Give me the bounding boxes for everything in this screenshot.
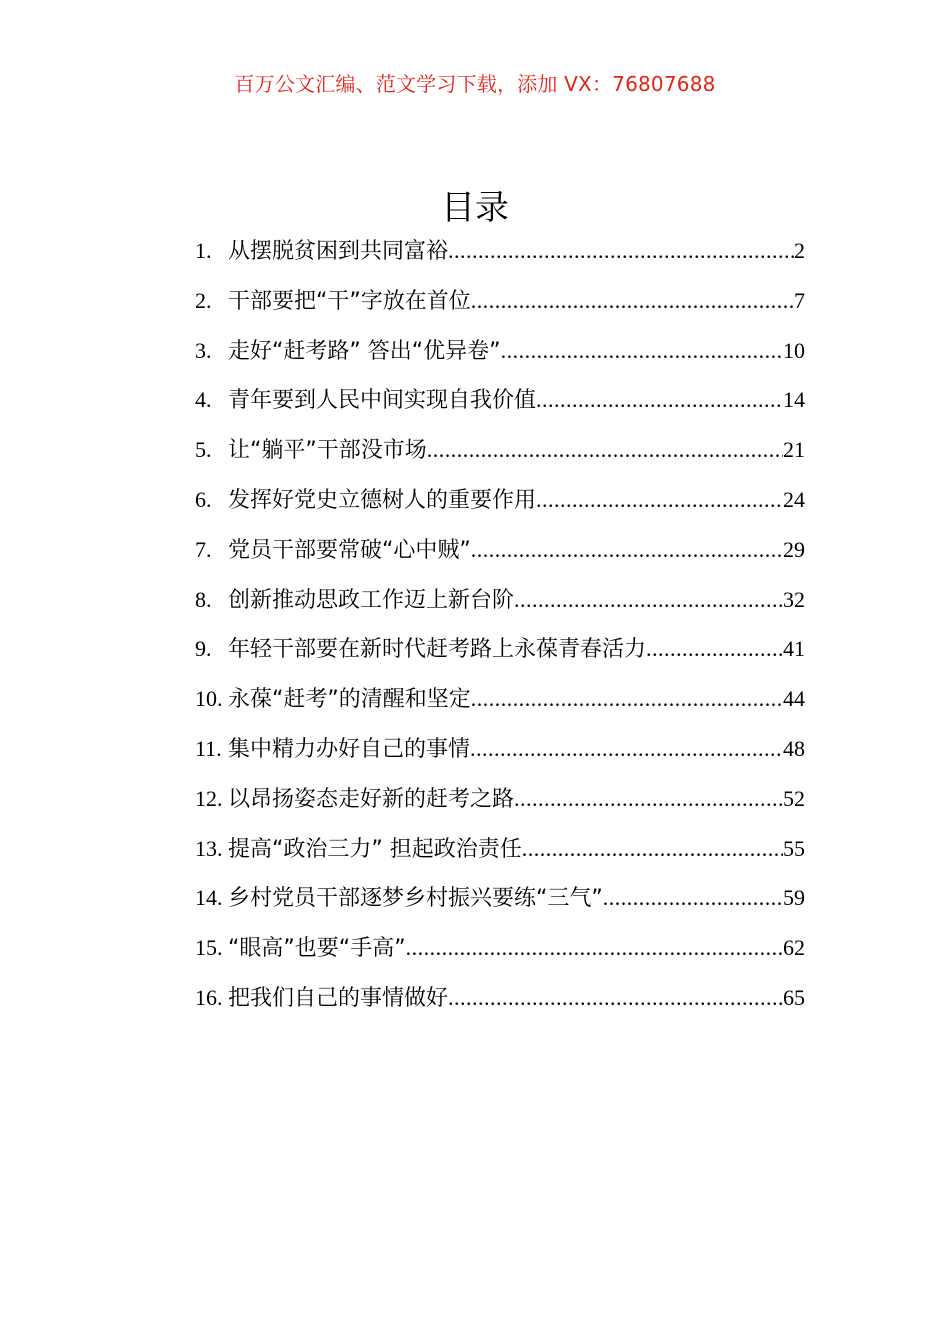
toc-entry-number: 3. (195, 337, 212, 363)
toc-entry[interactable] (195, 981, 805, 1031)
toc-entry-title: 乡村党员干部逐梦乡村振兴要练“三气” (228, 886, 603, 912)
toc-entry-number: 9. (195, 636, 212, 662)
toc-entry-title: “眼高”也要“手高” (228, 936, 406, 962)
toc-entry[interactable] (195, 732, 805, 782)
toc-entry-number: 11. (195, 735, 222, 761)
toc-entry[interactable] (195, 881, 805, 931)
toc-entry-number: 15. (195, 935, 223, 961)
toc-entry-title: 年轻干部要在新时代赶考路上永葆青春活力 (228, 637, 647, 663)
toc-entry-page-number: 59 (783, 885, 805, 911)
toc-entry-page-number: 48 (783, 735, 805, 761)
toc-entry-number: 13. (195, 835, 223, 861)
toc-entry-page-number: 21 (783, 437, 805, 463)
toc-dot-leader (536, 487, 783, 513)
toc-entry-title: 党员干部要常破“心中贼” (228, 537, 471, 563)
toc-entry-number: 1. (195, 238, 212, 263)
toc-entry-page-number: 65 (783, 984, 805, 1010)
toc-entry-title: 走好“赶考路” 答出“优异卷” (228, 338, 501, 364)
toc-dot-leader (427, 437, 783, 463)
toc-dot-leader (536, 387, 783, 413)
toc-dot-leader (514, 786, 783, 812)
toc-entry-title: 让“躺平”干部没市场 (228, 438, 427, 464)
toc-entry[interactable] (195, 931, 805, 981)
toc-dot-leader (471, 288, 794, 314)
toc-entry[interactable] (195, 583, 805, 633)
toc-entry[interactable] (195, 533, 805, 583)
toc-entry-number: 4. (195, 387, 212, 413)
toc-entry-page-number: 7 (794, 287, 805, 313)
toc-entry-number: 6. (195, 486, 212, 512)
toc-dot-leader (522, 836, 783, 862)
toc-dot-leader (448, 985, 783, 1011)
toc-entry-number: 14. (195, 885, 223, 911)
toc-entry-title: 从摆脱贫困到共同富裕 (228, 239, 449, 264)
toc-entry-title: 干部要把“干”字放在首位 (228, 288, 471, 314)
toc-entry-page-number: 41 (783, 636, 805, 662)
toc-entry-page-number: 24 (783, 486, 805, 512)
toc-entry[interactable] (195, 234, 805, 284)
toc-entry-number: 8. (195, 586, 212, 612)
toc-entry-title: 发挥好党史立德树人的重要作用 (228, 487, 537, 513)
toc-list (195, 234, 805, 1031)
toc-entry-title: 创新推动思政工作迈上新台阶 (228, 587, 515, 613)
toc-dot-leader (406, 935, 783, 961)
toc-title: 目录 (441, 188, 509, 228)
toc-entry-number: 5. (195, 437, 212, 463)
toc-entry[interactable] (195, 334, 805, 384)
toc-dot-leader (471, 537, 783, 563)
toc-entry[interactable] (195, 832, 805, 882)
toc-entry-number: 7. (195, 536, 212, 562)
header-note: 百万公文汇编、范文学习下载，添加 VX：76807688 (234, 72, 716, 96)
toc-entry-number: 2. (195, 287, 212, 313)
toc-dot-leader (514, 587, 783, 613)
toc-dot-leader (603, 885, 783, 911)
toc-entry-page-number: 62 (783, 935, 805, 961)
toc-entry-title: 永葆“赶考”的清醒和坚定 (228, 687, 471, 713)
toc-entry-page-number: 29 (783, 536, 805, 562)
toc-entry-page-number: 52 (783, 785, 805, 811)
toc-dot-leader (471, 686, 783, 712)
toc-entry-number: 10. (195, 686, 223, 712)
toc-dot-leader (470, 736, 783, 762)
toc-entry-title: 把我们自己的事情做好 (228, 985, 449, 1011)
toc-entry-title: 集中精力办好自己的事情 (228, 736, 471, 762)
toc-entry[interactable] (195, 682, 805, 732)
toc-dot-leader (448, 238, 794, 264)
toc-entry[interactable] (195, 383, 805, 433)
toc-entry-page-number: 44 (783, 686, 805, 712)
toc-entry[interactable] (195, 483, 805, 533)
toc-entry[interactable] (195, 433, 805, 483)
toc-entry-page-number: 10 (783, 337, 805, 363)
toc-entry-page-number: 14 (783, 387, 805, 413)
toc-entry-title: 青年要到人民中间实现自我价值 (228, 388, 537, 414)
toc-entry[interactable] (195, 782, 805, 832)
toc-dot-leader (646, 636, 783, 662)
toc-entry[interactable] (195, 632, 805, 682)
toc-entry[interactable] (195, 284, 805, 334)
toc-entry-number: 16. (195, 984, 223, 1010)
toc-entry-title: 以昂扬姿态走好新的赶考之路 (228, 786, 515, 812)
toc-entry-number: 12. (195, 785, 223, 811)
toc-entry-page-number: 2 (794, 238, 805, 263)
toc-dot-leader (501, 338, 783, 364)
toc-entry-title: 提高“政治三力” 担起政治责任 (228, 836, 522, 862)
toc-entry-page-number: 55 (783, 835, 805, 861)
toc-entry-page-number: 32 (783, 586, 805, 612)
